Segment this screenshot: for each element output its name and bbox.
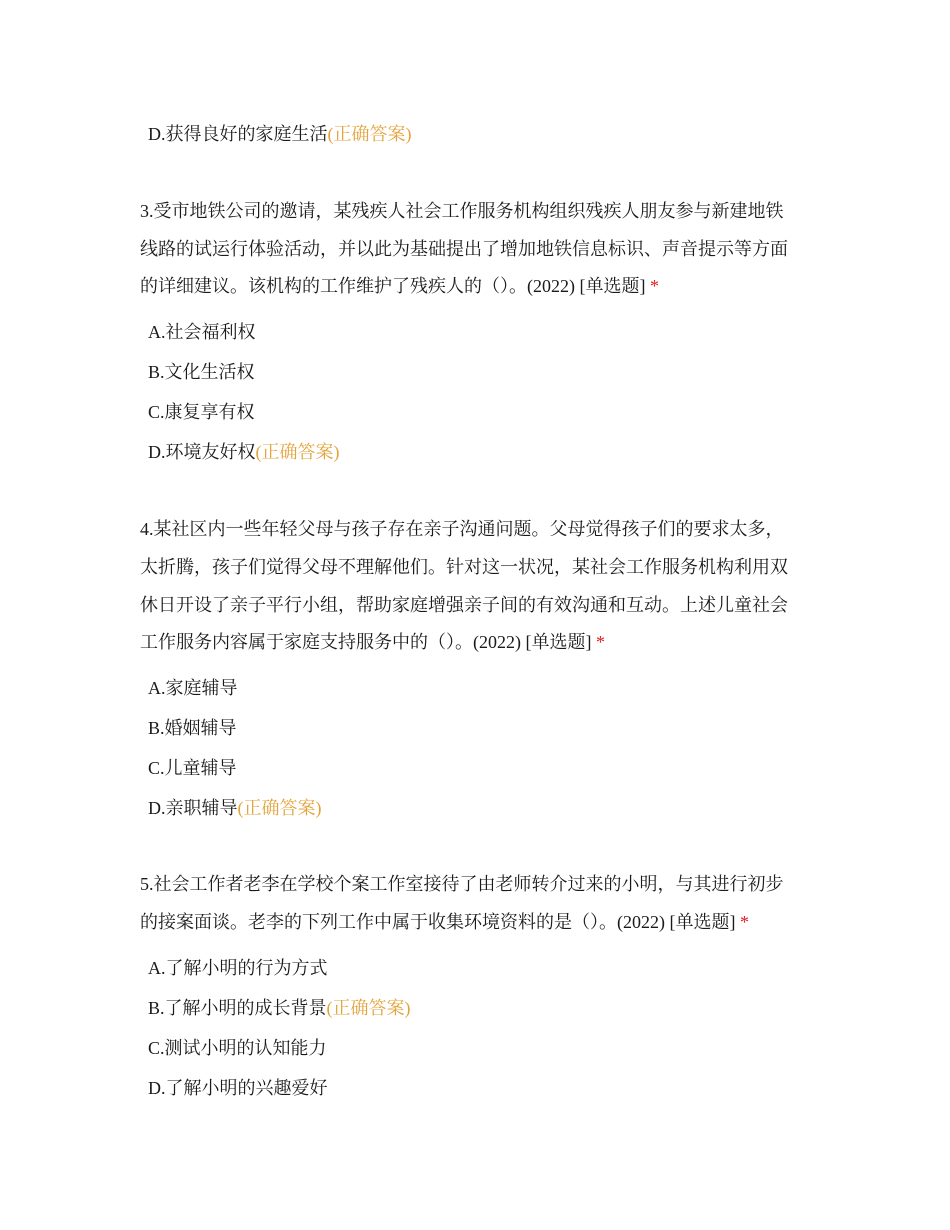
option-text: B.婚姻辅导 bbox=[148, 718, 237, 738]
option-q5-c[interactable] bbox=[148, 1036, 327, 1060]
correct-answer-mark: (正确答案) bbox=[237, 798, 322, 818]
option-text: D.获得良好的家庭生活 bbox=[148, 124, 328, 144]
option-text: D.亲职辅导 bbox=[148, 798, 238, 818]
option-q4-c[interactable] bbox=[148, 756, 237, 780]
question-5-line-2-text: 的接案面谈。老李的下列工作中属于收集环境资料的是（）。(2022) [单选题] bbox=[140, 912, 736, 932]
option-q3-b[interactable] bbox=[148, 360, 255, 384]
correct-answer-mark: (正确答案) bbox=[255, 442, 340, 462]
required-asterisk: * bbox=[739, 912, 749, 932]
option-text: A.了解小明的行为方式 bbox=[148, 958, 328, 978]
option-q5-d[interactable] bbox=[148, 1076, 328, 1100]
question-3-line-3 bbox=[140, 274, 659, 298]
correct-answer-mark: (正确答案) bbox=[326, 998, 411, 1018]
option-text: D.环境友好权 bbox=[148, 442, 256, 462]
option-text: C.儿童辅导 bbox=[148, 758, 237, 778]
question-3-line-3-text: 的详细建议。该机构的工作维护了残疾人的（）。(2022) [单选题] bbox=[140, 276, 646, 296]
question-4-line-3: 休日开设了亲子平行小组，帮助家庭增强亲子间的有效沟通和互动。上述儿童社会 bbox=[140, 595, 788, 615]
option-text: C.测试小明的认知能力 bbox=[148, 1038, 327, 1058]
correct-answer-mark: (正确答案) bbox=[327, 124, 412, 144]
required-asterisk: * bbox=[595, 632, 605, 652]
question-4-line-4-text: 工作服务内容属于家庭支持服务中的（）。(2022) [单选题] bbox=[140, 632, 592, 652]
option-q3-d[interactable] bbox=[148, 440, 340, 464]
option-q3-c[interactable] bbox=[148, 400, 255, 424]
option-q4-a[interactable] bbox=[148, 676, 238, 700]
required-asterisk: * bbox=[649, 276, 659, 296]
question-5-line-2 bbox=[140, 910, 749, 934]
option-text: B.了解小明的成长背景 bbox=[148, 998, 327, 1018]
question-4-line-1: 4.某社区内一些年轻父母与孩子存在亲子沟通问题。父母觉得孩子们的要求太多， bbox=[140, 519, 784, 539]
option-prev-d[interactable] bbox=[148, 122, 412, 146]
option-text: B.文化生活权 bbox=[148, 362, 255, 382]
option-q5-b[interactable] bbox=[148, 996, 411, 1020]
option-text: A.社会福利权 bbox=[148, 322, 256, 342]
question-3-line-2: 线路的试运行体验活动，并以此为基础提出了增加地铁信息标识、声音提示等方面 bbox=[140, 239, 788, 259]
option-text: A.家庭辅导 bbox=[148, 678, 238, 698]
option-q4-d[interactable] bbox=[148, 796, 322, 820]
question-4-line-4 bbox=[140, 630, 605, 654]
option-q5-a[interactable] bbox=[148, 956, 328, 980]
option-text: D.了解小明的兴趣爱好 bbox=[148, 1078, 328, 1098]
question-3-line-1: 3.受市地铁公司的邀请，某残疾人社会工作服务机构组织残疾人朋友参与新建地铁 bbox=[140, 201, 784, 221]
option-q4-b[interactable] bbox=[148, 716, 237, 740]
option-q3-a[interactable] bbox=[148, 320, 256, 344]
question-4-line-2: 太折腾，孩子们觉得父母不理解他们。针对这一状况，某社会工作服务机构利用双 bbox=[140, 557, 788, 577]
question-5-line-1: 5.社会工作者老李在学校个案工作室接待了由老师转介过来的小明，与其进行初步 bbox=[140, 874, 784, 894]
option-text: C.康复享有权 bbox=[148, 402, 255, 422]
